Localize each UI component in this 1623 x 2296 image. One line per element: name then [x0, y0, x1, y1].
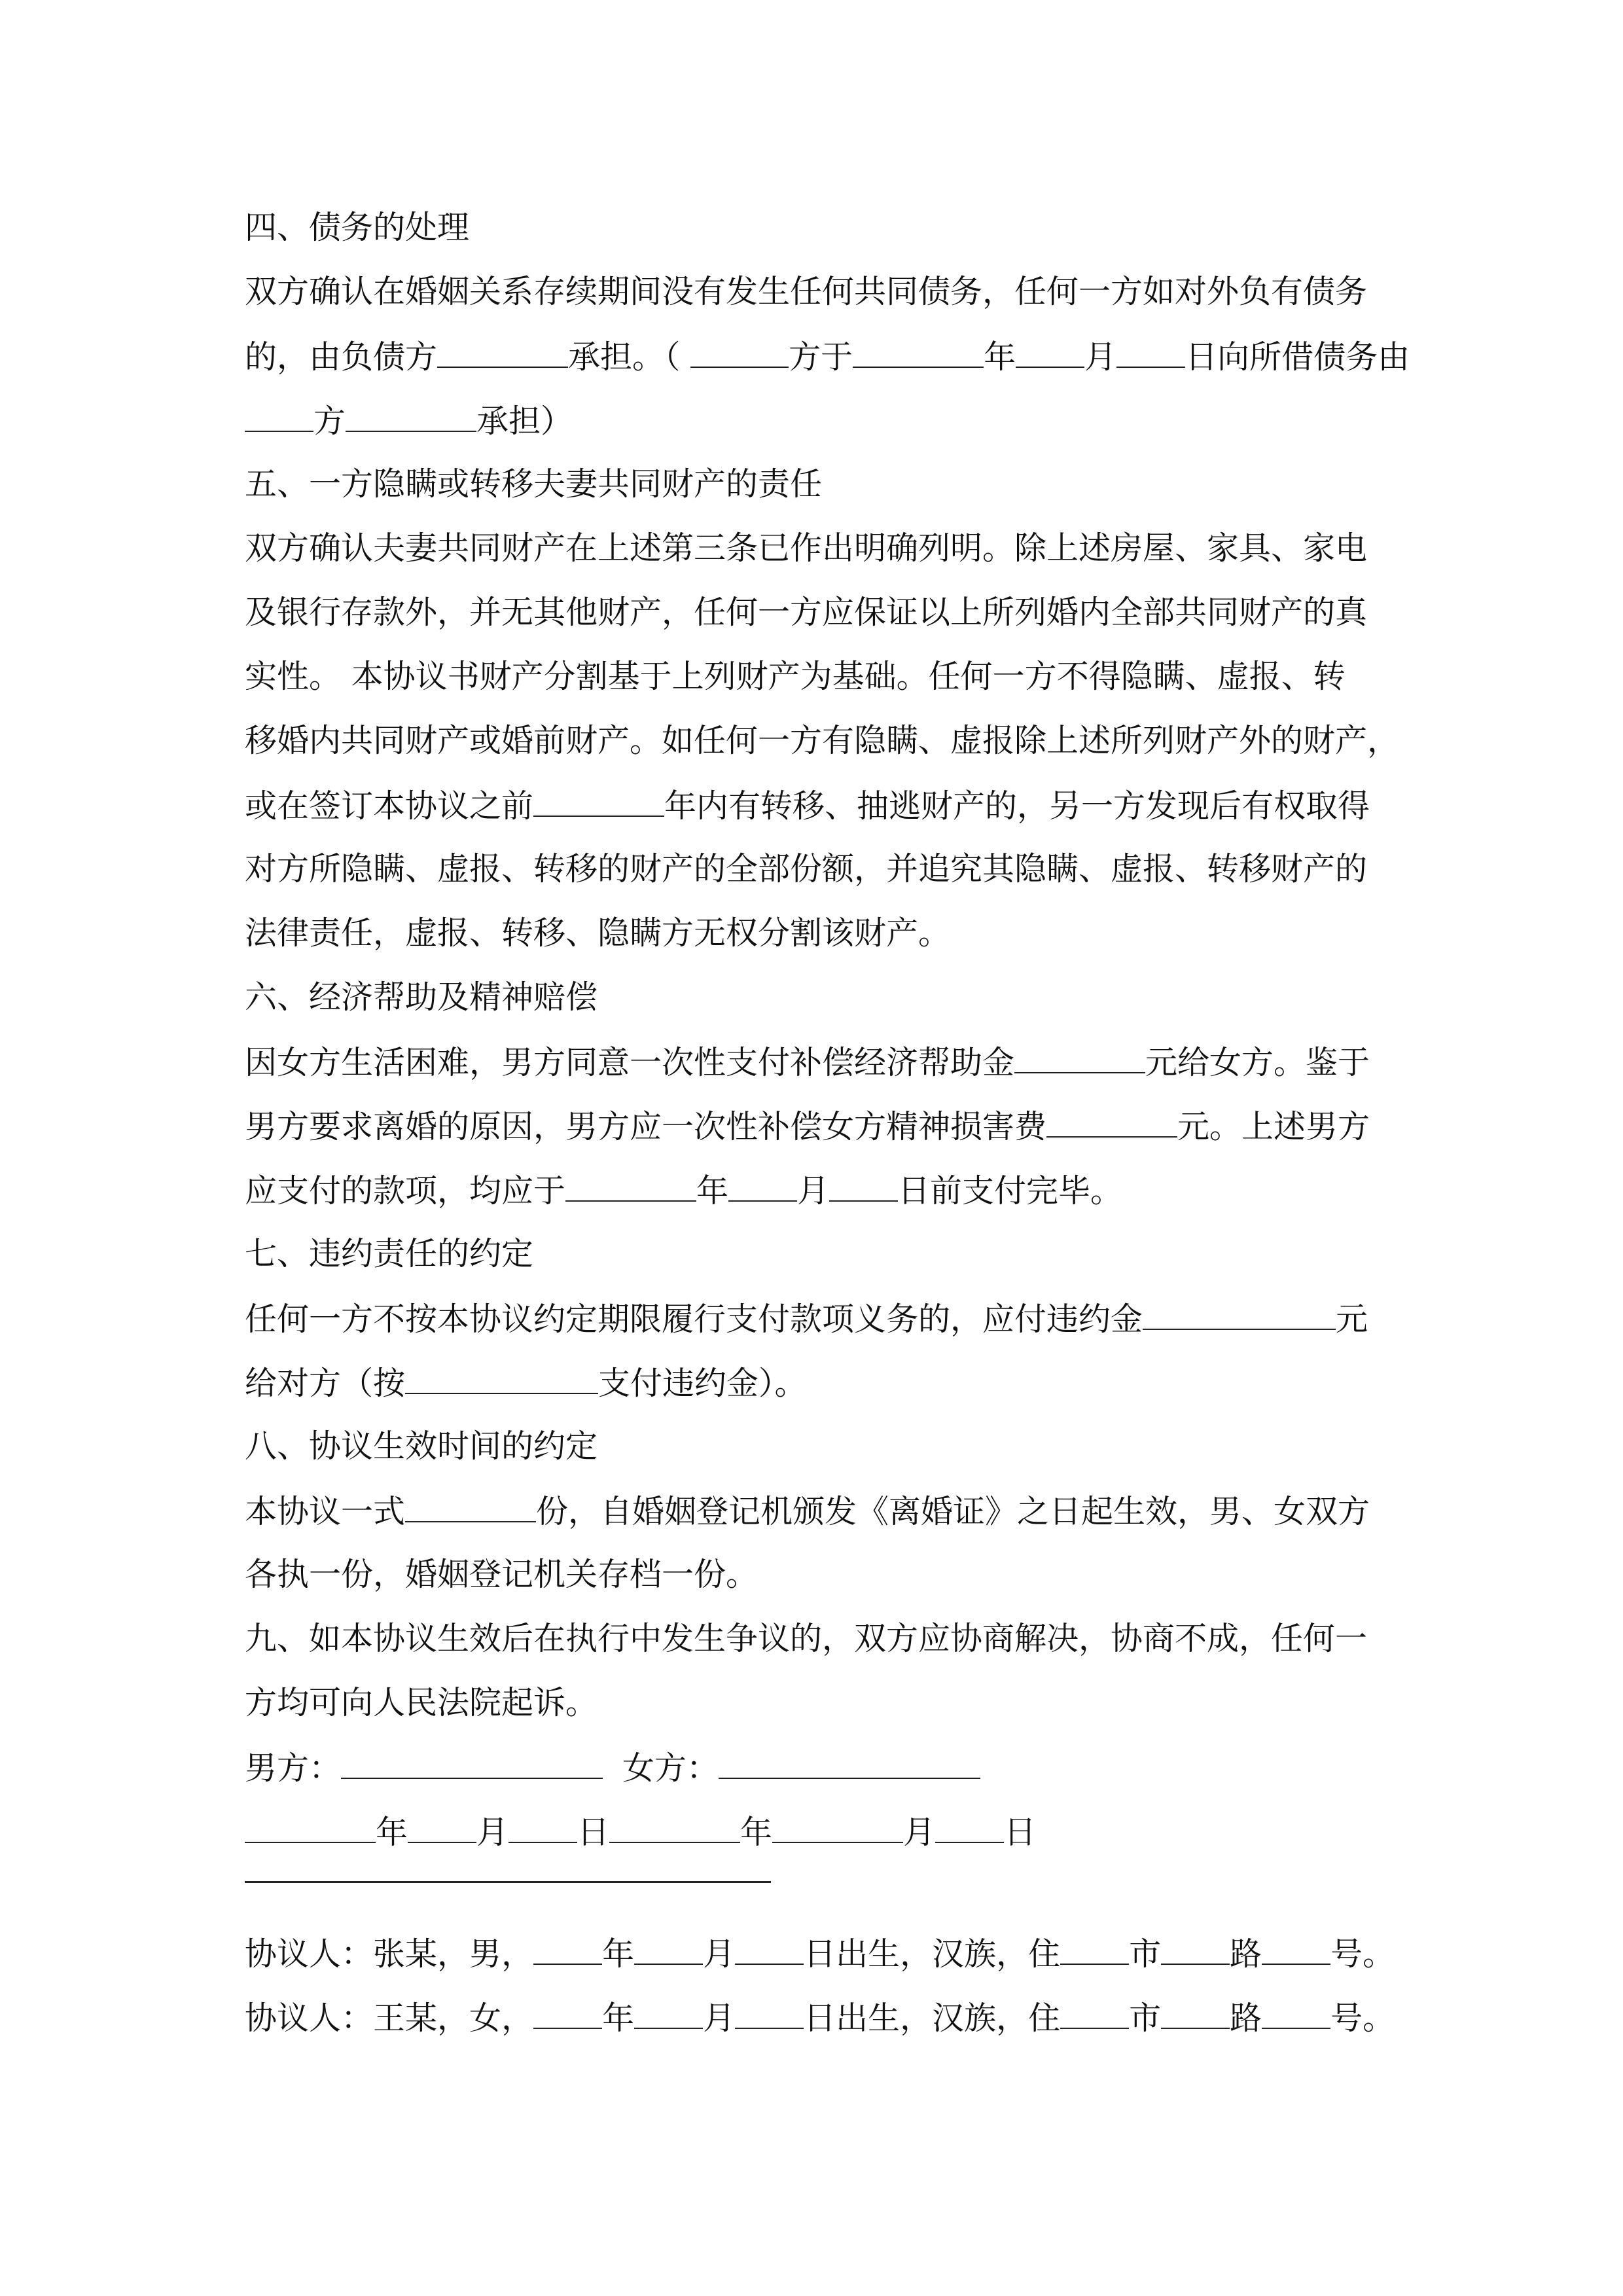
breach-line-1: 任何一方不按本协议约定期限履行支付款项义务的，应付违约金 元 — [245, 1299, 1368, 1339]
conceal-heading: 五、一方隐瞒或转移夫妻共同财产的责任 — [245, 465, 823, 503]
penalty-amount-blank[interactable] — [1143, 1299, 1336, 1330]
dispute-line-1: 九、如本协议生效后在执行中发生争议的，双方应协商解决，协商不成，任何一 — [245, 1620, 1368, 1657]
female-month-blank[interactable] — [772, 1812, 903, 1843]
comp-line-1: 因女方生活困难，男方同意一次性支付补偿经济帮助金 元给女方。鉴于 — [245, 1042, 1370, 1083]
debt-line-3: 方 承担） — [245, 401, 573, 441]
party2-city-blank[interactable] — [1060, 1998, 1129, 2029]
effect-line-1: 本协议一式 份，自婚姻登记机颁发《离婚证》之日起生效，男、女双方 — [245, 1491, 1370, 1532]
female-day-blank[interactable] — [935, 1812, 1004, 1843]
copies-blank[interactable] — [405, 1491, 536, 1522]
debtor-blank[interactable] — [437, 336, 568, 368]
party2-birth-month-blank[interactable] — [634, 1998, 703, 2029]
male-day-blank[interactable] — [508, 1812, 577, 1843]
party1-road-blank[interactable] — [1161, 1933, 1230, 1965]
aid-amount-blank[interactable] — [1014, 1042, 1145, 1073]
male-year-blank[interactable] — [245, 1812, 376, 1843]
comp-heading: 六、经济帮助及精神赔偿 — [245, 978, 598, 1016]
party-line-2: 协议人：王某，女， 年 月 日出生，汉族，住 市 路 号。 — [245, 1998, 1395, 2038]
debt-line-1: 双方确认在婚姻关系存续期间没有发生任何共同债务，任何一方如对外负有债务 — [245, 273, 1368, 310]
female-year-blank[interactable] — [609, 1812, 740, 1843]
pay-month-blank[interactable] — [728, 1170, 797, 1202]
debt-bearer-blank[interactable] — [346, 401, 476, 432]
pay-day-blank[interactable] — [829, 1170, 898, 1202]
dispute-line-2: 方均可向人民法院起诉。 — [245, 1684, 598, 1721]
debt-year-blank[interactable] — [853, 336, 984, 368]
penalty-basis-blank[interactable] — [405, 1363, 598, 1394]
breach-heading: 七、违约责任的约定 — [245, 1235, 534, 1272]
separator-line — [245, 1881, 771, 1883]
party1-birth-month-blank[interactable] — [634, 1933, 703, 1965]
party2-number-blank[interactable] — [1262, 1998, 1330, 2029]
comp-line-2: 男方要求离婚的原因，男方应一次性补偿女方精神损害费 元。上述男方 — [245, 1106, 1370, 1147]
party1-city-blank[interactable] — [1060, 1933, 1129, 1965]
effect-heading: 八、协议生效时间的约定 — [245, 1427, 598, 1465]
party-line-1: 协议人：张某，男， 年 月 日出生，汉族，住 市 路 号。 — [245, 1933, 1395, 1974]
party1-birth-day-blank[interactable] — [735, 1933, 804, 1965]
conceal-line-1: 双方确认夫妻共同财产在上述第三条已作出明确列明。除上述房屋、家具、家电 — [245, 529, 1368, 567]
party1-number-blank[interactable] — [1262, 1933, 1330, 1965]
female-signature-blank[interactable] — [719, 1748, 980, 1779]
damage-amount-blank[interactable] — [1046, 1106, 1177, 1138]
debt-line-2: 的，由负债方 承担。（ 方于 年 月 日向所借债务由 — [245, 336, 1410, 377]
party2-road-blank[interactable] — [1161, 1998, 1230, 2029]
conceal-line-2: 及银行存款外，并无其他财产，任何一方应保证以上所列婚内全部共同财产的真 — [245, 594, 1368, 631]
conceal-years-blank[interactable] — [533, 785, 664, 817]
male-month-blank[interactable] — [408, 1812, 476, 1843]
conceal-line-6: 对方所隐瞒、虚报、转移的财产的全部份额，并追究其隐瞒、虚报、转移财产的 — [245, 850, 1368, 888]
conceal-line-4: 移婚内共同财产或婚前财产。如任何一方有隐瞒、虚报除上述所列财产外的财产， — [245, 722, 1400, 759]
conceal-line-3: 实性。 本协议书财产分割基于上列财产为基础。任何一方不得隐瞒、虚报、转 — [245, 658, 1346, 695]
effect-line-2: 各执一份，婚姻登记机关存档一份。 — [245, 1556, 758, 1593]
conceal-line-5: 或在签订本协议之前 年内有转移、抽逃财产的，另一方发现后有权取得 — [245, 785, 1370, 826]
party2-birth-day-blank[interactable] — [735, 1998, 804, 2029]
pay-year-blank[interactable] — [565, 1170, 696, 1202]
signature-line: 男方： 女方： — [245, 1748, 980, 1788]
party2-birth-year-blank[interactable] — [533, 1998, 602, 2029]
male-signature-blank[interactable] — [341, 1748, 603, 1779]
debt-month-blank[interactable] — [1016, 336, 1084, 368]
breach-line-2: 给对方（按 支付违约金）。 — [245, 1363, 807, 1403]
conceal-line-7: 法律责任，虚报、转移、隐瞒方无权分割该财产。 — [245, 914, 951, 952]
signature-date-line: 年 月 日 年 月 日 — [245, 1812, 1036, 1852]
debt-heading: 四、债务的处理 — [245, 209, 470, 246]
party1-birth-year-blank[interactable] — [533, 1933, 602, 1965]
debt-bearer-party-blank[interactable] — [245, 401, 313, 432]
debt-day-blank[interactable] — [1116, 336, 1185, 368]
debt-party-blank[interactable] — [690, 336, 789, 368]
comp-line-3: 应支付的款项，均应于 年 月 日前支付完毕。 — [245, 1170, 1122, 1211]
